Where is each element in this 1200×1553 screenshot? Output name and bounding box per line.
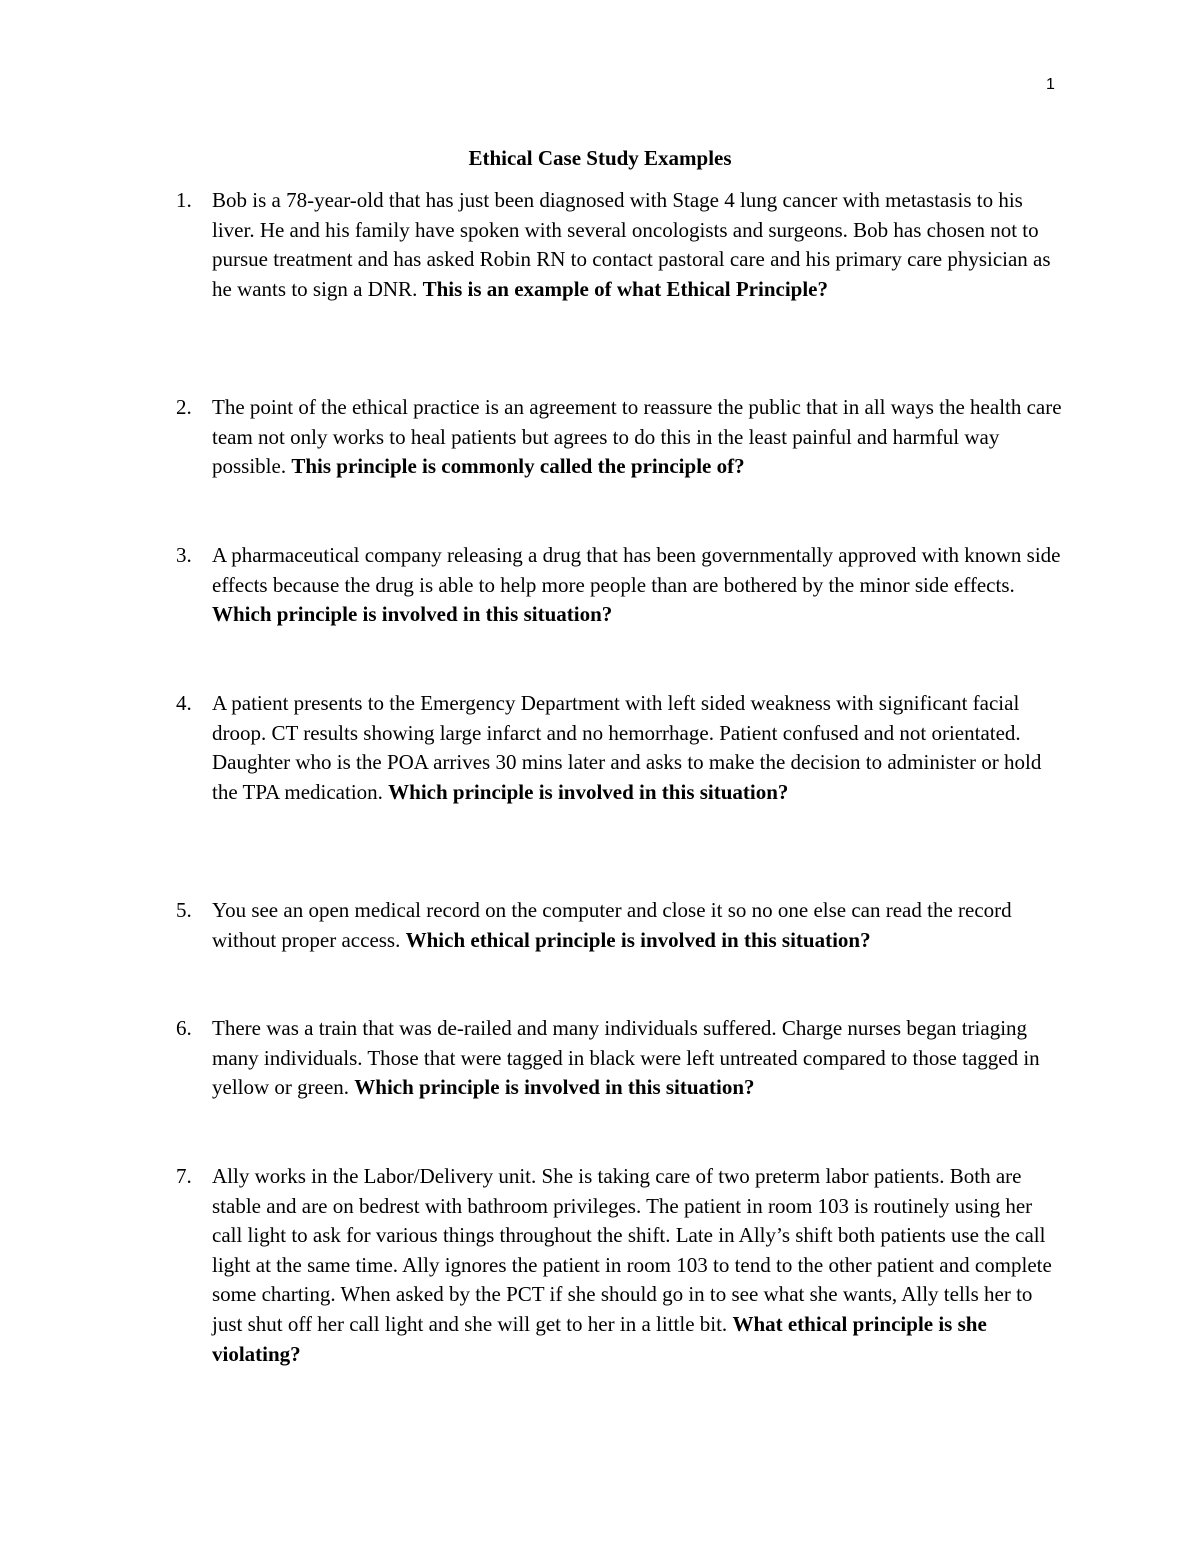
- question-prompt: Which principle is involved in this situation?: [212, 602, 613, 627]
- question-item: [176, 1162, 1066, 1369]
- question-body: You see an open medical record on the computer and close it so no one else can read the record without proper access.: [212, 898, 1012, 952]
- page-number: 1: [1046, 76, 1055, 93]
- question-text: [212, 689, 1066, 807]
- question-number: 1.: [176, 188, 192, 212]
- question-prompt: This is an example of what Ethical Principle?: [422, 276, 829, 301]
- question-body: A pharmaceutical company releasing a drug that has been governmentally approved with known side effects because the drug is able to help more people than are bothered by the minor side effects.: [212, 543, 1061, 597]
- question-prompt: This principle is commonly called the principle of?: [291, 454, 745, 479]
- question-number: 4.: [176, 691, 192, 715]
- question-body: A patient presents to the Emergency Department with left sided weakness with significant facial droop. CT results showing large infarct and no hemorrhage. Patient confused and not orientated. Daughter who is the POA arrives 30 mins later and asks to make the decision to administer or hold the TPA medication.: [212, 691, 1042, 804]
- question-body: Bob is a 78-year-old that has just been diagnosed with Stage 4 lung cancer with metastasis to his liver. He and his family have spoken with several oncologists and surgeons. Bob has chosen not to pursue treatment and has asked Robin RN to contact pastoral care and his primary care physician as he wants to sign a DNR.: [212, 188, 1051, 301]
- question-body: Ally works in the Labor/Delivery unit. She is taking care of two preterm labor patients. Both are stable and are on bedrest with bathroom privileges. The patient in room 103 is routinely using her call light to ask for various things throughout the shift. Late in Ally’s shift both patients use the call light at the same time. Ally ignores the patient in room 103 to tend to the other patient and complete some charting. When asked by the PCT if she should go in to see what she wants, Ally tells her to just shut off her call light and she will get to her in a little bit.: [212, 1164, 1052, 1336]
- question-number: 7.: [176, 1164, 192, 1188]
- question-number: 6.: [176, 1016, 192, 1040]
- question-item: [176, 689, 1066, 807]
- question-prompt: Which principle is involved in this situation?: [388, 779, 789, 804]
- question-text: [212, 896, 1066, 955]
- question-item: [176, 541, 1066, 630]
- document-title: Ethical Case Study Examples: [468, 146, 732, 170]
- question-text: [212, 1162, 1066, 1369]
- question-item: [176, 186, 1066, 304]
- question-body: There was a train that was de-railed and many individuals suffered. Charge nurses began triaging many individuals. Those that were tagged in black were left untreated compared to those tagged in yellow or green.: [212, 1016, 1040, 1100]
- question-prompt: Which principle is involved in this situation?: [354, 1075, 755, 1100]
- question-item: [176, 1014, 1066, 1103]
- question-text: [212, 393, 1066, 482]
- question-number: 3.: [176, 543, 192, 567]
- question-text: [212, 1014, 1066, 1103]
- question-item: [176, 896, 1066, 955]
- question-text: [212, 186, 1066, 304]
- question-item: [176, 393, 1066, 482]
- question-body: The point of the ethical practice is an agreement to reassure the public that in all ways the health care team not only works to heal patients but agrees to do this in the least painful and harmful way possible.: [212, 395, 1062, 479]
- question-text: [212, 541, 1066, 630]
- question-prompt: Which ethical principle is involved in this situation?: [405, 927, 871, 952]
- question-number: 5.: [176, 898, 192, 922]
- question-number: 2.: [176, 395, 192, 419]
- question-prompt: What ethical principle is she violating?: [212, 1311, 987, 1366]
